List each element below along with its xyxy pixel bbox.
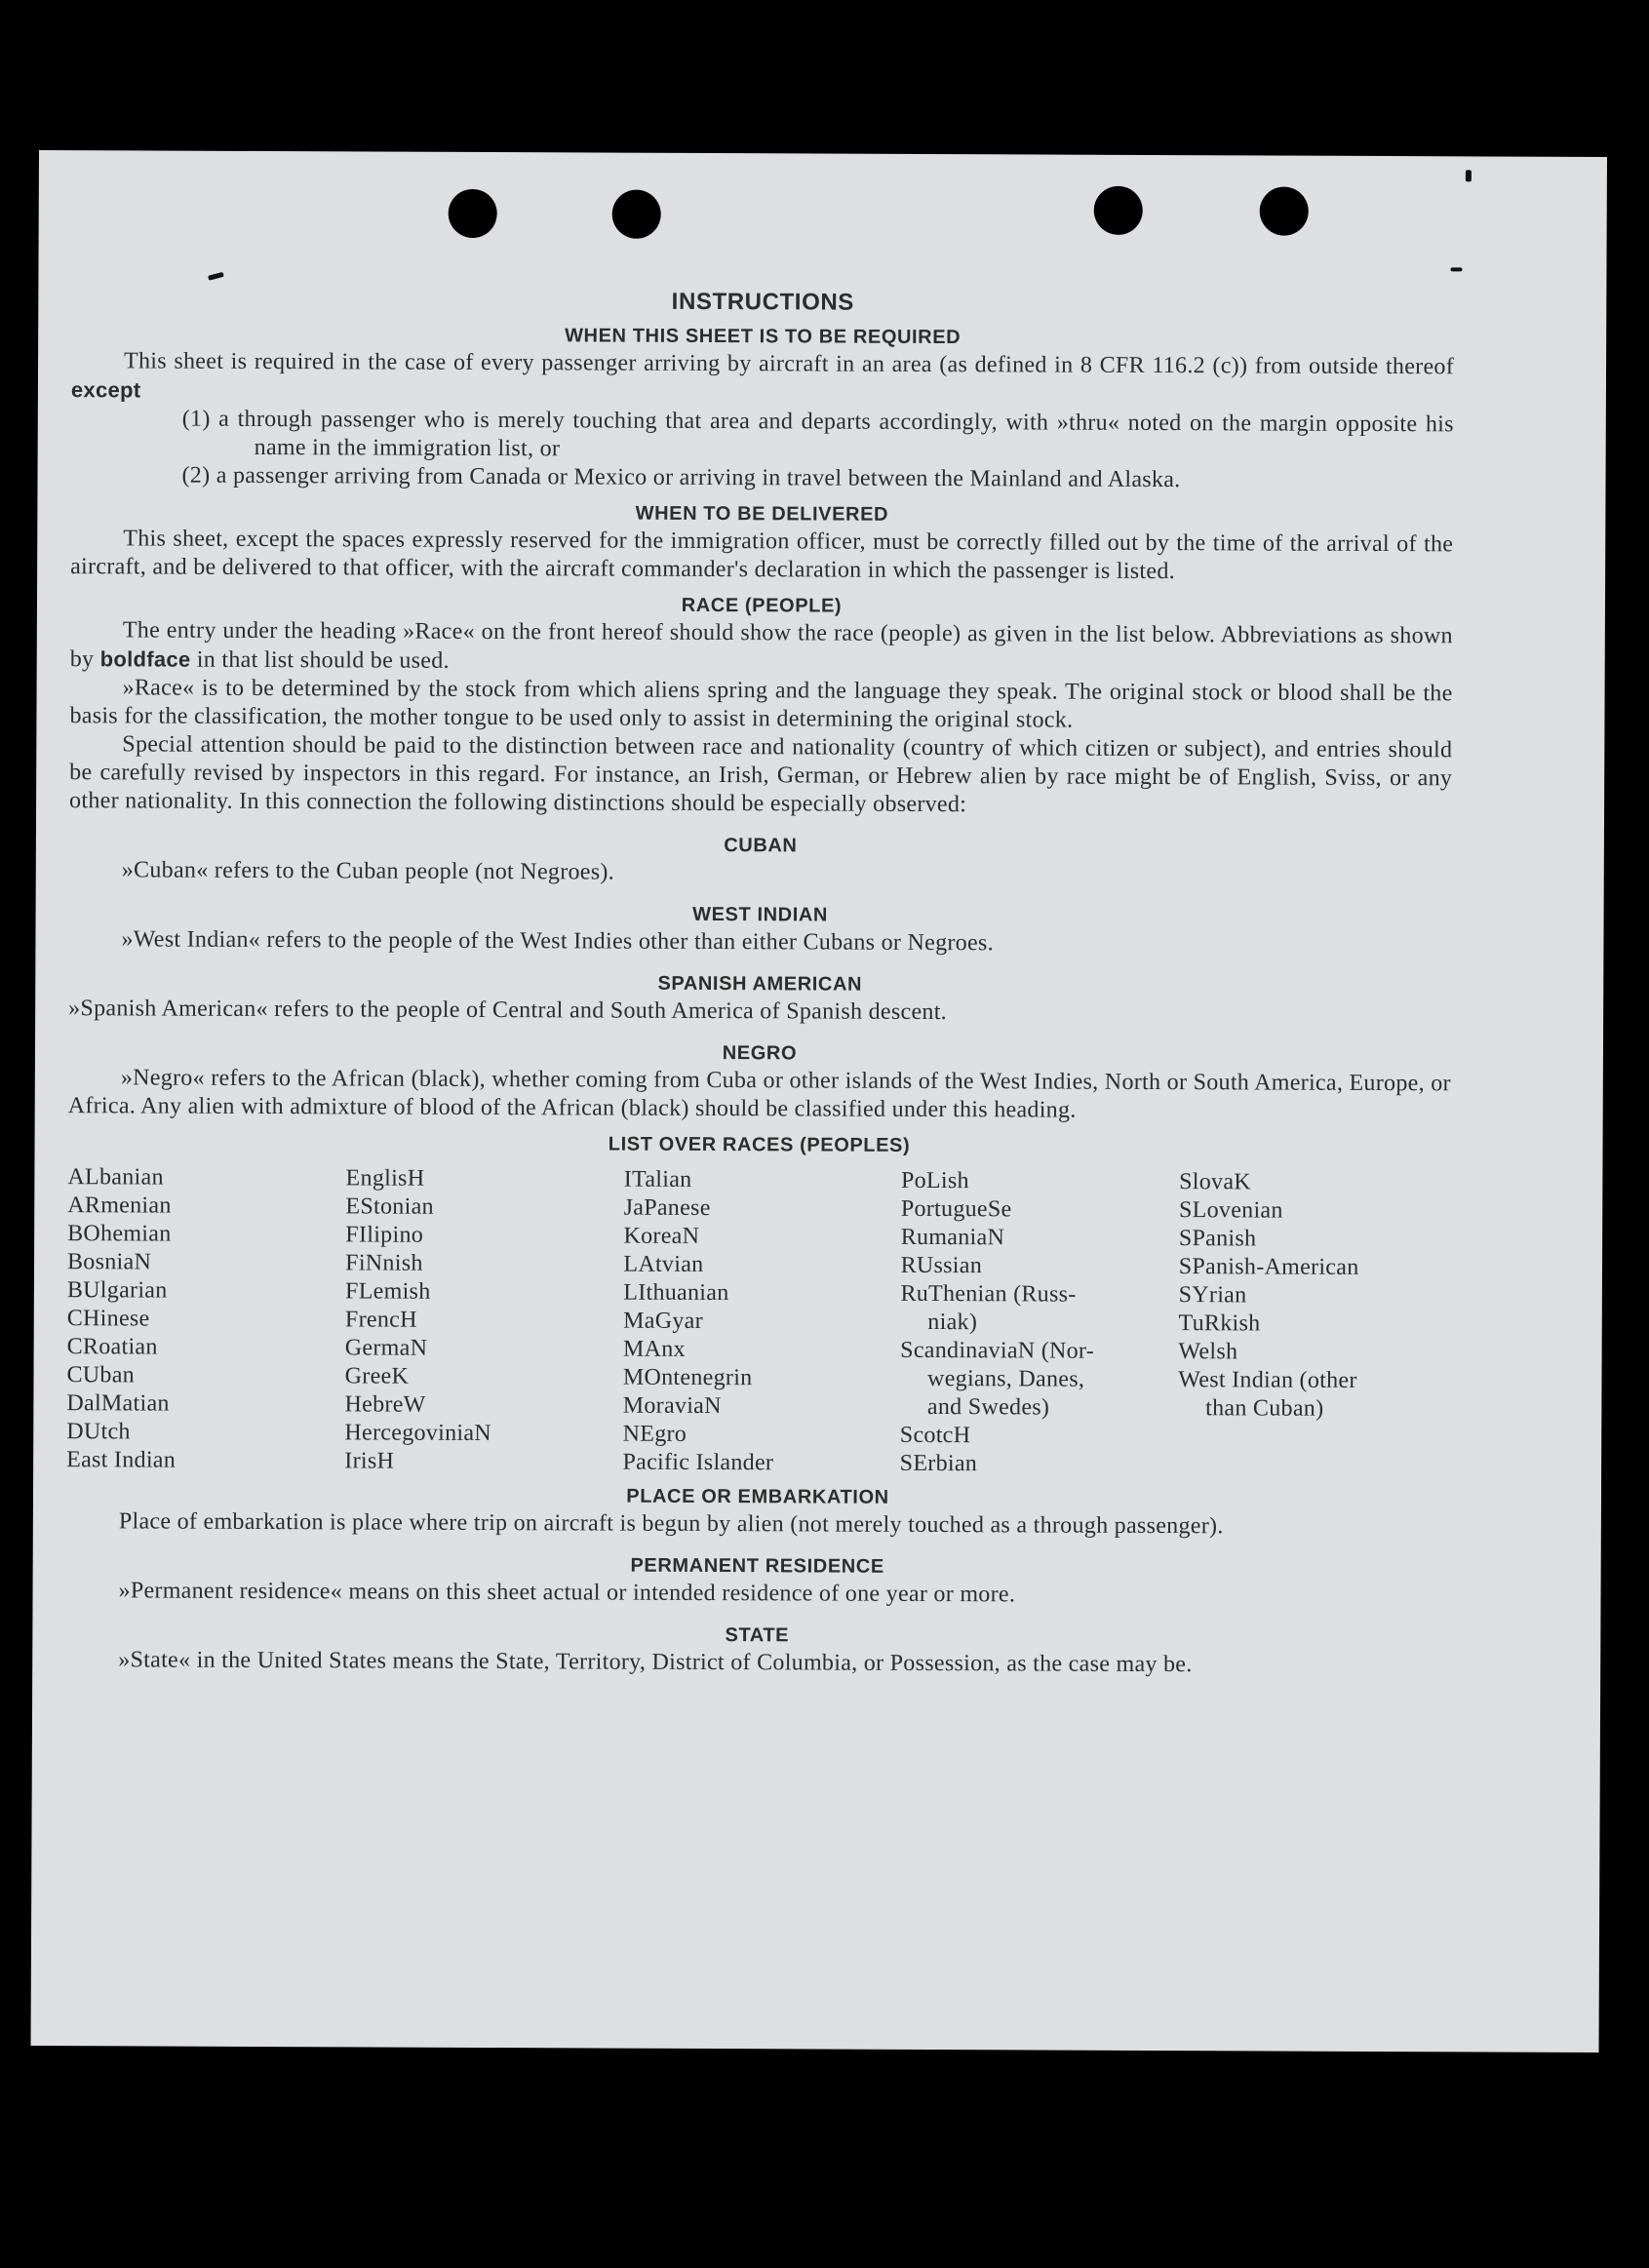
race-item: ALbanian <box>67 1164 164 1191</box>
race-column-1 <box>66 1163 346 1475</box>
race-column-3 <box>622 1166 901 1478</box>
race-item: CRoatian <box>66 1334 158 1360</box>
race-item: ITalian <box>623 1166 692 1193</box>
race-item: NEgro <box>622 1421 687 1447</box>
race-item: ARmenian <box>67 1193 172 1219</box>
race-item: East Indian <box>66 1447 177 1473</box>
embarkation-text: Place of embarkation is place where trip on aircraft is begun by alien (not merely touched as a through passenger). <box>118 1508 1224 1540</box>
heading-delivered: WHEN TO BE DELIVERED <box>635 502 889 526</box>
race-item: LIthuanian <box>623 1279 729 1307</box>
ink-speck <box>208 272 224 281</box>
race-item: FrencH <box>344 1307 417 1333</box>
race-item: GreeK <box>344 1363 410 1389</box>
race-item: MaGyar <box>623 1308 703 1334</box>
race-item: RUssian <box>900 1252 983 1279</box>
punch-hole <box>1094 186 1143 235</box>
race-item: MOntenegrin <box>622 1364 753 1391</box>
race-item: CUban <box>66 1362 136 1388</box>
race-item: SlovaK <box>1179 1169 1252 1195</box>
race-item: ScotcH <box>899 1422 971 1449</box>
race-item: PoLish <box>900 1167 969 1194</box>
race-column-4 <box>900 1167 1180 1479</box>
race-item: TuRkish <box>1178 1310 1261 1337</box>
title-instructions: INSTRUCTIONS <box>671 288 854 316</box>
race-item: IrisH <box>344 1448 395 1474</box>
race-item-continued: than Cuban) <box>1205 1395 1324 1422</box>
heading-west-indian: WEST INDIAN <box>692 903 829 926</box>
race-item: FIlipino <box>345 1222 424 1248</box>
heading-spanish-american: SPANISH AMERICAN <box>657 972 863 996</box>
race-item: RumaniaN <box>900 1224 1005 1251</box>
delivered-text: This sheet, except the spaces expressly reserved for the immigration officer, must be correctly filled out by the time of the arrival of the aircraft, and be delivered to that officer, with the aircraft commander's declaration in which the passenger is listed. <box>70 526 1454 585</box>
race-item: CHinese <box>66 1306 150 1332</box>
race-item: West Indian (other <box>1178 1367 1357 1393</box>
race-item-continued: niak) <box>927 1309 978 1336</box>
race-item: JaPanese <box>623 1194 711 1222</box>
instruction-sheet <box>31 150 1607 2053</box>
cuban-text: »Cuban« refers to the Cuban people (not Negroes). <box>121 857 615 885</box>
residence-text: »Permanent residence« means on this sheet actual or intended residence of one year or more. <box>118 1578 1016 1608</box>
race-item: SPanish <box>1178 1226 1257 1252</box>
heading-state: STATE <box>725 1624 790 1647</box>
race-item: LAtvian <box>623 1251 704 1277</box>
heading-residence: PERMANENT RESIDENCE <box>630 1554 884 1578</box>
race-item: DalMatian <box>66 1390 170 1417</box>
heading-race-list: LIST OVER RACES (PEOPLES) <box>608 1133 911 1156</box>
race-item: SYrian <box>1178 1282 1247 1309</box>
race-item: DUtch <box>66 1419 131 1445</box>
race-item: HebreW <box>344 1391 426 1418</box>
punch-hole <box>1260 186 1309 235</box>
race-item: RuThenian (Russ- <box>900 1280 1077 1308</box>
race-item: FiNnish <box>345 1250 423 1276</box>
race-item-continued: wegians, Danes, <box>927 1365 1085 1392</box>
race-item: SLovenian <box>1178 1197 1283 1224</box>
west-indian-text: »West Indian« refers to the people of the West Indies other than either Cubans or Negroes. <box>121 926 994 957</box>
race-item: SErbian <box>899 1450 978 1477</box>
race-item: KoreaN <box>623 1223 700 1249</box>
race-item: FLemish <box>345 1278 431 1305</box>
race-paragraph-3: Special attention should be paid to the distinction between race and nationality (country of which citizen or subject), and entries should be carefully revised by inspectors in this regard. For instance, an Irish, German, or Hebrew alien by race might be of English, Sviss, or any other nationality. In this connection the following distinctions should be especially observed: <box>69 731 1453 818</box>
heading-required: WHEN THIS SHEET IS TO BE REQUIRED <box>565 325 962 349</box>
heading-cuban: CUBAN <box>724 835 798 857</box>
heading-embarkation: PLACE OR EMBARKATION <box>626 1485 889 1508</box>
race-column-2 <box>344 1164 624 1476</box>
race-item-continued: and Swedes) <box>926 1393 1050 1421</box>
ink-speck <box>1450 267 1462 271</box>
race-item: SPanish-American <box>1178 1254 1359 1280</box>
heading-negro: NEGRO <box>722 1042 798 1065</box>
race-column-5 <box>1178 1168 1451 1480</box>
instructions-content <box>65 283 1454 1680</box>
punch-hole <box>612 190 661 239</box>
punch-hole <box>449 189 497 238</box>
required-intro: This sheet is required in the case of every passenger arriving by aircraft in an area (as defined in 8 CFR 116.2 (c)) from outside thereof except <box>70 348 1455 403</box>
required-item-2: (2) a passenger arriving from Canada or Mexico or arriving in travel between the Mainland and Alaska. <box>181 462 1181 493</box>
race-item: PortugueSe <box>900 1195 1012 1223</box>
race-item: EStonian <box>345 1193 434 1220</box>
spanish-american-text: »Spanish American« refers to the people of Central and South America of Spanish descent. <box>68 996 948 1026</box>
race-item: HercegoviniaN <box>344 1420 492 1447</box>
heading-race: RACE (PEOPLE) <box>681 594 843 617</box>
race-item: ScandinaviaN (Nor- <box>900 1337 1095 1364</box>
race-item: BOhemian <box>67 1221 172 1247</box>
race-item: EnglisH <box>345 1165 425 1192</box>
race-paragraph-2: »Race« is to be determined by the stock from which aliens spring and the language they speak. The original stock or blood shall be the basis for the classification, the mother tongue to be used only to assist in determining the original stock. <box>69 675 1453 733</box>
ink-speck <box>1466 170 1472 181</box>
race-item: BUlgarian <box>66 1277 168 1304</box>
race-item: Welsh <box>1178 1339 1238 1365</box>
race-item: GermaN <box>344 1335 428 1361</box>
race-paragraph-1: The entry under the heading »Race« on the front hereof should show the race (people) as given in the list below. Abbreviations as shown by boldface in that list should be used. <box>69 617 1453 674</box>
state-text: »State« in the United States means the State, Territory, District of Columbia, or Possession, as the case may be. <box>118 1647 1193 1678</box>
race-item: MAnx <box>622 1336 686 1362</box>
race-list <box>66 1163 1450 1480</box>
negro-text: »Negro« refers to the African (black), whether coming from Cuba or other islands of the West Indies, North or South America, Europe, or Africa. Any alien with admixture of blood of the African (black) should be classified under this heading. <box>67 1065 1451 1123</box>
required-item-1: (1) a through passenger who is merely touching that area and departs accordingly, with »thru« noted on the margin opposite his name in the immigration list, or <box>181 406 1454 462</box>
race-item: BosniaN <box>66 1249 152 1275</box>
race-item: Pacific Islander <box>622 1449 774 1476</box>
race-item: MoraviaN <box>622 1392 722 1420</box>
